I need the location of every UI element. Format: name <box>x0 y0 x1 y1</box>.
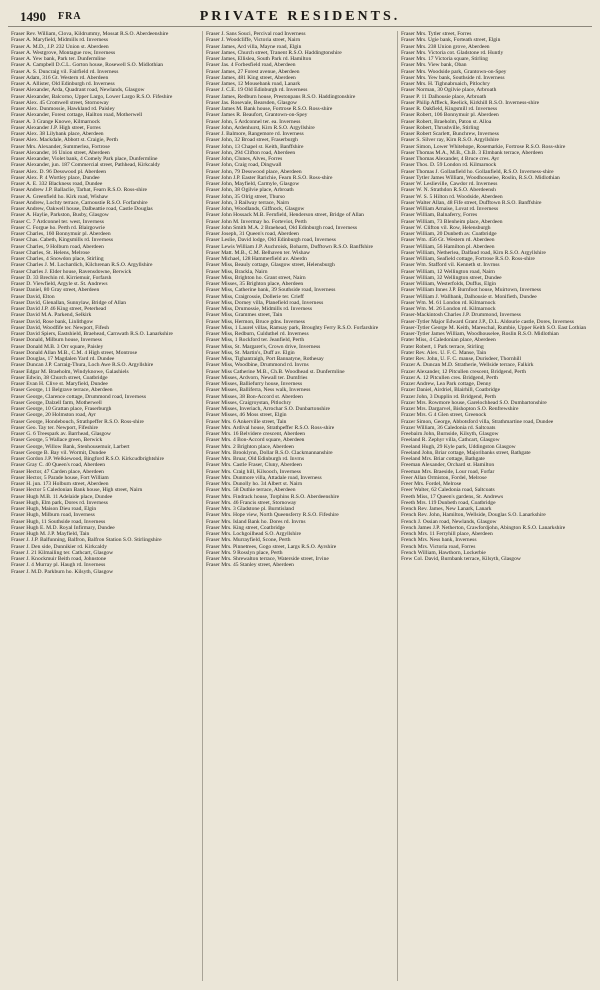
directory-entry: Fraser James, Ard villa, Mayne road, Elgin <box>206 43 302 50</box>
directory-entry: Freer Allan Ormiston, Fordel, Melrose <box>401 474 487 481</box>
directory-entry: Fraser James, Redburn house, Prestonpans R.S.O. Haddingtonshire <box>206 93 356 100</box>
directory-entry: Fraser Mrs. King street, Coatbridge <box>206 524 285 531</box>
directory-entry: Fraser Alex. Dunmossie, Hawkland rd. Paisley <box>11 106 115 112</box>
directory-entry: Fraser Hugh E. M.D. Royal Infirmary, Dundee <box>11 524 115 531</box>
directory-entry: Fraser J. M.D. Parkburn ho. Kilsyth, Glasgow <box>11 568 114 575</box>
directory-entry: Fraser David, Woodfife ter. Newport, Fifesh <box>11 324 110 331</box>
directory-entry: Fraser Edwin, 38 Church street, Coatbridge <box>11 374 108 381</box>
directory-entry: Fraser J. Woodcliffe, Victoria street, Nairn <box>206 37 301 44</box>
directory-entry: Fraser Hugh M. J.P. Mayfield, Tain <box>11 531 90 537</box>
directory-entry: Fraser William Arnaise, Lovat rd. Inverness <box>401 206 499 212</box>
directory-entry: Fraser Gray C. 40 Queen's road, Aberdeen <box>11 462 106 469</box>
directory-entry: Fraser J. Knockmuir Beith road, Johnstone <box>11 556 107 562</box>
directory-entry: Freebairn John, Burnside, Kilsyth, Glasgow <box>401 431 499 437</box>
directory-entry: Frazer Mrs. Rowmore house, Garelochhead S.O. Dumbartonshire <box>401 399 547 406</box>
directory-entry: Fraser John, Woodlands, Giffnock, Glasgow <box>206 206 305 212</box>
directory-entry: Fraser Mrs. 238 Union grove, Aberdeen <box>401 43 490 50</box>
directory-entry: Fraser George, 5 Wallace green, Berwick <box>11 437 103 444</box>
directory-entry: Fraser Thomas M.A., M.B., Ch.B. 3 Elmbank terrace, Aberdeen <box>401 149 544 156</box>
directory-entry: Fraser Miss, Tighantraigh, Port Bannatyne, Rothesay <box>206 356 324 362</box>
directory-entry: Fraser A. M.D., J.P. 232 Union st. Aberdeen <box>11 43 109 50</box>
directory-entry: Fraser David J.P. 46 King street, Peterhead <box>11 306 107 312</box>
directory-entry: Fraser Wm. Stafford vil. Kenneth st. Invrnss <box>401 262 500 269</box>
directory-entry: Fraser P. 11 Dalhousie place, Arbroath <box>401 93 487 100</box>
directory-entry: Fraser John, 32 Broad street, Fraserburgh <box>206 137 298 144</box>
directory-entry: Fraser William, 12 Wellington road, Nairn <box>401 268 495 275</box>
directory-entry: Fraser A. Campbell D.C.L. Gorton house, Rosewell S.O. Midlothian <box>11 62 164 69</box>
directory-entry: Fraser J. 4 Murray pl. Haugh rd. Inverness <box>11 562 106 569</box>
directory-entry: Fraser J. C.E. 19 Old Edinburgh rd. Inverness <box>206 87 308 94</box>
directory-entry: Fraser Mrs. 46 Francis street, Stornoway <box>206 499 297 506</box>
directory-entry: Fraser Hugh M.B. 11 Adelaide place, Dundee <box>11 493 113 500</box>
directory-entry: Fraser Robert, 106 Bonnymuir pl. Aberdeen <box>401 112 499 119</box>
directory-entry: Fraser J. Sans Souci, Percival road Inverness <box>206 31 306 37</box>
directory-entry: Frazer A. 12 Pitcullen cres. Bridgend, Perth <box>401 374 498 381</box>
directory-entry: Fraser Miss, Craigrossie, Dollerie ter. Crieff <box>206 293 304 300</box>
directory-entry: Fraser David M.A. Parkend, Selkirk <box>11 312 92 319</box>
directory-entry: Fraser John, 35 Olrig street, Thurso <box>206 193 285 200</box>
directory-entry: Fraser J. Balmore, Rangemore rd. Inverness <box>206 131 304 137</box>
directory-entry: Fraser William Innes J.P. Burnfoot house, Muirtown, Inverness <box>401 287 542 294</box>
directory-entry: Fraser Robert Scarlett, Bunchrew, Inverness <box>401 131 499 137</box>
directory-entry: Frazer Mrs. Dargarvel, Bishopton S.O. Renfrewshire <box>401 406 519 412</box>
directory-entry: Fraser John Hossack M.B. Fernfield, Henderson street, Bridge of Allan <box>206 212 364 219</box>
directory-entry: French Mrs. Ness bank, Inverness <box>401 537 477 544</box>
directory-entry: Fraser Miss, St. Martin's, Duff av. Elgin <box>206 349 295 356</box>
directory-entry: Freeland Mrs. Briar cottage, Bathgate <box>401 456 485 462</box>
directory-entry: Fraser Rev. William, Clova, Kildrummy, Mossat R.S.O. Aberdeenshire <box>11 31 169 37</box>
directory-entry: Freeth Miss, 17 Queen's gardens, St. Andrews <box>401 493 504 500</box>
directory-entry: Frater Robert, 1 Park terrace, Stirling <box>401 343 484 350</box>
directory-entry: Fraser Hector 5 Caledonian Bank house, High street, Nairn <box>11 487 143 494</box>
directory-entry: Fraser William, 32 Wellington street, Dundee <box>401 274 502 281</box>
directory-entry: Fraser Mrs. Alexander, Summerlea, Fortrose <box>11 143 110 150</box>
directory-entry: Fraser Charles, 160 Bonnymuir pl. Aberdeen <box>11 231 111 237</box>
directory-entry: Fraser A. Haylie, Parkston, Busby, Glasgow <box>11 212 109 219</box>
directory-entry: Fraser Miss, 1 Laurel villas, Ramsay park, Broughty Ferry R.S.O. Forfarshire <box>206 324 379 331</box>
directory-entry: Fraser James M. Bank house, Fortrose R.S.O. Ross-shire <box>206 106 333 112</box>
directory-entry: Fraser Simon, Lower Whitehope, Rosemarkie, Fortrose R.S.O. Ross-shire <box>401 143 566 150</box>
directory-entry: Fraser John, Clunes, Alves, Forres <box>206 156 283 162</box>
directory-entry: Freer Walter, 62 Caledonia road, Saltcoats <box>401 487 495 494</box>
directory-entry: Fraser Alexander J.P. High street, Forres <box>11 124 101 131</box>
directory-entry: Frazer Mrs. G 4 Glen street, Greenock <box>401 412 487 419</box>
directory-entry: Fraser Misses, Craigroystan, Pitlochry <box>206 399 292 406</box>
section-abbreviation: FRA <box>58 11 82 22</box>
directory-entry: Fraser Mrs. Woodside park, Grantown-on-Spey <box>401 68 507 75</box>
directory-entry: Fraser Alexander, Balcorno, Upper Largo, Lower Largo R.S.O. Fifeshire <box>11 93 173 100</box>
directory-entry: Fraser Miss, Hermon, Bruce gdns. Inverness <box>206 318 305 325</box>
directory-entry: Fraser Miss, St. Margaret's, Crown drive, Inverness <box>206 343 321 350</box>
directory-entry: Fraser Mrs. Victoria cot. Gladstone rd. Huntly <box>401 49 504 56</box>
directory-entry: Frazer Alexander, 12 Pitcullen crescent, Bridgend, Perth <box>401 368 527 375</box>
directory-entry: Frazer John, 3 Dupplin rd. Bridgend, Perth <box>401 393 497 400</box>
directory-entry: Fraser G. 6 Treespark av. Barrhead, Glasgow <box>11 431 111 437</box>
directory-entry: Fraser A. 3 Grange Knowe, Kilmarnock <box>11 118 100 125</box>
directory-entry: Fraser Wm. M. 61 London rd. Kilmarnock <box>401 299 496 306</box>
directory-entry: Fraser Mrs. Yew bank, Southside rd. Inverness <box>401 74 505 81</box>
directory-entry: Fraser Alex. Mackdale, Abbott st. Craigie, Perth <box>11 137 118 144</box>
directory-entry: Fraser David, Glenallan, Sunnylaw, Bridge of Allan <box>11 299 127 306</box>
directory-entry: Fraser A. Allister, Old Edinburgh rd. Inverness <box>11 81 115 87</box>
directory-entry: Fraser Lewis William J.P. Auchroisk, Boharm, Dufftown R.S.O. Banffshire <box>206 243 373 250</box>
directory-entry: Fraser Mrs. 45 Stanley street, Aberdeen <box>206 562 294 569</box>
directory-entry: Freeland R. Zephyr villa, Cathcart, Glasgow <box>401 437 500 444</box>
directory-entry: Fraser John Smith M.A. 2 Braehead, Old Edinburgh road, Inverness <box>206 224 358 231</box>
directory-entry: Fraser Thos. D. 59 London rd. Kilmarnock <box>401 162 497 169</box>
directory-entry: Fraser Mrs. Murrayfield, Scone, Perth <box>206 537 291 544</box>
directory-entry: Fraser John, Ardenhurst, Kirn R.S.O. Argyllshire <box>206 124 315 131</box>
directory-entry: Fraser J. 21 Kilmailing ter. Cathcart, Glasgow <box>11 549 114 556</box>
directory-entry: French James J.P. Netherton, Crawfordjohn, Abington R.S.O. Lanarkshire <box>401 524 566 531</box>
directory-entry: Fraser Daniel, 80 Gray street, Aberdeen <box>11 287 100 294</box>
directory-entry: Fraser Misses, 35 Brighton place, Aberdeen <box>206 281 304 287</box>
directory-entry: Frater Miss, 4 Caledonian place, Aberdeen <box>401 337 496 344</box>
directory-entry: Fraser Mrs. Craig hill, Kilsooch, Inverness <box>206 468 301 475</box>
directory-entry: Fraser Mrs. Island Bank ho. Dores rd. Invrns <box>206 518 306 525</box>
directory-entry: Frazer Daniel, Airdriel, Blairhill, Coatbridge <box>401 387 501 394</box>
directory-entry: Fraser George B. Bay vil. Wormit, Dundee <box>11 449 107 456</box>
directory-entry: Fraser Hugh, Maison Dieu road, Elgin <box>11 506 97 512</box>
directory-entry: Fraser William, 56 Hamilton pl. Aberdeen <box>401 243 495 250</box>
directory-entry: Fraser William, Balnaferry, Forres <box>401 212 478 219</box>
directory-entry: Fraser John, Craig road, Dingwall <box>206 162 282 169</box>
directory-entry: French Mrs. 11 Ferryhill place, Aberdeen <box>401 531 493 537</box>
directory-entry: Fraser S. Silver ray, Kirn R.S.O. Argyllshire <box>401 137 499 144</box>
directory-entry: Fraser Wm. 456 Gt. Western rd. Aberdeen <box>401 237 495 244</box>
directory-entry: French Rev. John, Hamilton, Wellside, Douglas S.O. Lanarkshire <box>401 512 546 519</box>
directory-entry: Fraser Mrs. Dunolly ho. 34 Albert st. Nairn <box>206 481 303 487</box>
directory-entry: Fraser Edgar M. Braeholm, Windyknowe, Galashiels <box>11 368 129 375</box>
directory-entry: Fraser C. Forgue ho. Perth rd. Blairgowrie <box>11 224 105 231</box>
directory-entry: Fraser Hugh, Milburn road, Inverness <box>11 512 95 519</box>
directory-column-2 <box>202 31 397 981</box>
directory-entry: Fraser David, Elton <box>11 293 55 300</box>
directory-entry: Fraser Mrs. Ardival house, Strathpeffer R.S.O. Ross-shire <box>206 424 335 431</box>
directory-entry: Fraser Misses, Ardvorn, Newall ter. Dumfries <box>206 374 308 381</box>
directory-entry: Fraser Adam, 316 Gt. Western rd. Aberdeen <box>11 74 109 81</box>
directory-entry: Fraser Mrs. 3 Gladstone pl. Burntisland <box>206 506 294 512</box>
directory-entry: Fraser Alex. P. 4 Wortley place, Dundee <box>11 174 100 181</box>
directory-entry: Fraser Mrs. Dunmore villa, Attadale road, Inverness <box>206 474 322 481</box>
directory-entry: Fraser Andrew J.P. Ballaclie, Tarbat, Fearn R.S.O. Ross-shire <box>11 187 148 194</box>
directory-entry: Fraser Miss, Beauly cottage, Glasgow street, Helensburgh <box>206 262 335 269</box>
directory-entry: Fraser David, Rose bank, Linlithgow <box>11 318 94 325</box>
directory-entry: Fraser Douglas, 17 Magdalen Yard rd. Dundee <box>11 356 115 362</box>
directory-entry: Freer Mrs. Fordel, Melrose <box>401 481 462 487</box>
directory-entry: Fraser William, 20 Dunbeth av. Coatbridge <box>401 231 497 237</box>
directory-entry: Fraser Miss, Woodbine, Drummond rd. Invrns <box>206 362 309 369</box>
directory-entry: Fraser Leslie, David lodge, Old Edinburgh road, Inverness <box>206 237 336 244</box>
directory-entry: Fraser Mrs. Tytler street, Forres <box>401 31 472 37</box>
directory-entry: Fraser Philip Affleck, Reelick, Kirkhill R.S.O. Inverness-shire <box>401 99 540 106</box>
directory-entry: Fraser Donald, Milburn house, Inverness <box>11 337 102 344</box>
directory-entry: Fraser D. 33 Brechin rd. Kirriemuir, Forfarsh <box>11 274 112 281</box>
directory-columns <box>8 31 592 981</box>
directory-entry: Fraser-Tytler Major Edward Grant J.P., D.L. Aldourie castle, Dores, Inverness <box>401 318 574 325</box>
directory-entry: Fraser J. Den side, Dunnikier rd. Kirkcaldy <box>11 543 107 550</box>
directory-entry: Fraser Gordon J.P. Welkiewood, Bingford R.S.O. Kirkcudbrightshire <box>11 456 164 462</box>
directory-entry: Fraser J. J.P. Balfunning, Balfron, Balfron Station S.O. Stirlingshire <box>11 537 162 544</box>
directory-entry: Fraser Walter Allan, 48 Fife street, Dufftown R.S.O. Banffshire <box>401 199 542 206</box>
directory-entry: Fraser James, 12 Mousebank road, Lanark <box>206 81 301 87</box>
directory-entry: Fraser Misses, Inveriach, Arrochar S.O. Dunbartonshire <box>206 406 331 412</box>
directory-entry: Fraser-Mackintosh Charles J.P. Drummond, Inverness <box>401 312 521 319</box>
directory-entry: Fraser A. Greenfield ho. Kirk road, Wishaw <box>11 193 109 200</box>
directory-entry: Fraser Alexander, jun. 187 Commercial street, Pathhead, Kirkcaldy <box>11 162 161 169</box>
directory-entry: Fraser W. N. Strathdon R.S.O. Aberdeensh <box>401 187 496 194</box>
directory-entry: Fraser Mrs. Ugie bank, Forteath street, Elgin <box>401 37 501 44</box>
directory-entry: Fraser-Tytler George M. Keith, Mareschal, Rumbie, Upper Keith S.O. East Lothian <box>401 324 587 331</box>
directory-entry: Freeman Alexander, Orchard st. Hamilton <box>401 462 495 469</box>
directory-entry: Fraser John, 5 Ardconnel ter. ea. Inverness <box>206 118 301 125</box>
directory-entry: Fraser James, Church street, Tranent R.S.O. Haddingtonshire <box>206 49 342 56</box>
directory-entry: Fraser Charles, St. Helens, Melrose <box>11 249 90 256</box>
directory-column-1 <box>8 31 202 981</box>
directory-entry: Fraser George, Hondebouch, Strathpeffer R.S.O. Ross-shire <box>11 418 144 425</box>
directory-column-3 <box>397 31 592 981</box>
directory-entry: Fraser Misses, 46 Moss street, Elgin <box>206 412 287 419</box>
directory-entry: Fraser Alexander, Arda, Quadrant road, Newlands, Glasgow <box>11 87 145 94</box>
directory-entry: Fraser Miss, Catherine bank, 39 Southside road, Inverness <box>206 287 336 294</box>
directory-entry: Fraser A. S. Duncraig vil. Fairfield rd. Inverness <box>11 68 119 75</box>
directory-entry: Fraser Hector, 5 Parade house, Fort William <box>11 474 109 481</box>
directory-entry: Fraser Michael, 128 Hammerfield av. Aberdn <box>206 256 307 262</box>
directory-entry: Fraser James, Ellislea, South Park rd. Hamilton <box>206 56 312 62</box>
directory-entry: Fraser Alexander, Violet bank, 4 Comely Park place, Dunfermline <box>11 156 158 162</box>
directory-entry: Frater Rev. John, U. F. C. manse, Durisdeer, Thornhill <box>401 356 522 362</box>
directory-entry: Fraser Donald Allan M.B., C.M. 4 High street, Montrose <box>11 349 138 356</box>
directory-entry: Fraser R. Oakfield, Kingsmill rd. Inverness <box>401 106 498 112</box>
directory-entry: Fraser George, 11 Belgrave terrace, Aberdeen <box>11 387 113 394</box>
directory-entry: Fraser Miss, Brighton ho. Grant street, Nairn <box>206 274 306 281</box>
directory-entry: Fraser Misses, 38 Bon-Accord st. Aberdeen <box>206 393 303 400</box>
directory-entry: Fraser Mrs. 9 Rosslyn place, Perth <box>206 549 283 556</box>
page-title: PRIVATE RESIDENTS. <box>199 9 401 24</box>
page-header <box>8 8 592 27</box>
directory-entry: Fraser A. Maryfield, Midmills rd. Inverness <box>11 37 109 44</box>
directory-entry: Frazer A. Duncan M.D. Stratherie, Wellside terrace, Falkirk <box>401 362 534 369</box>
directory-entry: Fraser Jas. 4 Forbesfield road, Aberdeen <box>206 62 296 69</box>
directory-entry: Fraser William J. Wallbank, Dalhousie st. Monifieth, Dundee <box>401 293 537 300</box>
directory-entry: Fraser James, 481 King street, Aberdeen <box>206 74 296 81</box>
directory-entry: Fraser John, 294 Clifton road, Aberdeen <box>206 149 296 156</box>
directory-entry: Fraser W. S. 5 Hilton rd. Woodside, Aberdeen <box>401 193 503 200</box>
directory-entry: Fraser William, 73 Blenheim place, Aberdeen <box>401 218 503 225</box>
directory-entry: Fraser Geo. Tay ter. Newport, Fifeshire <box>11 424 99 431</box>
directory-entry: French Mrs. Victoria road, Forres <box>401 543 476 550</box>
directory-entry: Fraser Mrs. 16 Belvidere crescent, Aberdeen <box>206 431 306 437</box>
directory-entry: Fraser Thomas J. Gollanfield ho. Gollanfield, R.S.O. Inverness-shire <box>401 168 554 175</box>
directory-entry: Fraser Misses, Balliefurry house, Inverness <box>206 381 303 387</box>
directory-entry: Fraser-Tytler James William, Woodhouselee, Roslin R.S.O. Midlothian <box>401 331 559 337</box>
directory-entry: Fraser Hector, 47 Carden place, Aberdeen <box>11 468 104 475</box>
directory-entry: Fraser A. Westgrove, Montague row, Inverness <box>11 49 116 56</box>
directory-entry: Fraser Mrs. 6 Ankerville street, Tain <box>206 418 287 425</box>
directory-entry: Fraser Miss, Grammes street, Tain <box>206 312 283 319</box>
directory-entry: Fraser John J.P. Easter Rarichie, Fearn R.S.O. Ross-shire <box>206 174 333 181</box>
directory-entry: Fraser George, 20 Holmston road, Ayr <box>11 412 96 419</box>
directory-entry: Fraser George, 10 Grattan place, Fraserburgh <box>11 406 112 412</box>
directory-entry: Fraser H. jun. 173 Holburn street, Aberdeen <box>11 481 109 487</box>
directory-entry: Fraser Donald M.B. 3 Orr square, Paisley <box>11 343 104 350</box>
directory-entry: Fraser Charles, 9 Holburn road, Aberdeen <box>11 243 104 250</box>
directory-entry: Fraser Robert, Braeholm, Paton st. Alloa <box>401 118 492 125</box>
directory-entry: Fraser Wm. M. 26 London rd. Kilmarnock <box>401 306 496 312</box>
directory-entry: Fraser Mrs. Castle Fraser, Cluny, Aberdeen <box>206 462 302 469</box>
directory-entry: Fraser Matt. M.B., C.M. Belhaven ter. Wishaw <box>206 249 310 256</box>
directory-entry: Fraser Thomas Alexander, 4 Bruce cres. Ayr <box>401 156 500 162</box>
directory-entry: Fraser Robert, Thrushville, Stirling <box>401 124 480 131</box>
directory-entry: Fraser Mrs. Pinnetrees, Gogo street, Largs R.S.O. Ayrshire <box>206 543 337 550</box>
directory-entry: French Rev. James, New Lanark, Lanark <box>401 506 492 512</box>
directory-entry: Freeland John, Briar cottage, Majoribanks street, Bathgate <box>401 449 531 456</box>
directory-entry: Fraser Alexander, 16 Union street, Aberdeen <box>11 149 110 156</box>
directory-entry: Fraser William, Seafield cottage, Fortrose R.S.O. Ross-shire <box>401 256 535 262</box>
directory-entry: Fraser D. Viewfield, Argyle st. St. Andrews <box>11 281 108 287</box>
directory-entry: Fraser Mrs. Bruar, Old Edinburgh rd. Invrns <box>206 456 305 462</box>
directory-entry: Fraser Hugh, Elm park, Dores rd. Inverness <box>11 499 108 506</box>
directory-entry: Fraser Charles J. M. Lochardich, Kilchrenan R.S.O. Argyllshire <box>11 262 153 269</box>
directory-entry: Fraser Charles, 4 Snowdon place, Stirling <box>11 256 104 262</box>
directory-entry: Fraser A. Yew bank, Park ter. Dunfermline <box>11 56 106 62</box>
directory-entry: Fraser John, 79 Desswood place, Aberdeen <box>206 168 302 175</box>
directory-entry: Fraser A. E. 332 Blackness road, Dundee <box>11 181 103 187</box>
page-number: 1490 <box>20 9 46 24</box>
directory-entry: Fraser Tytler James William, Woodhouselee, Roslin, R.S.O. Midlothian <box>401 174 560 181</box>
directory-entry: French William, Hawthorn, Lockerbie <box>401 549 486 556</box>
directory-entry: Fraser Chas. Cabeth, Kingsmills rd. Inverness <box>11 237 113 244</box>
directory-entry: Frazer William, 36 Caledonia rd. Saltcoats <box>401 424 496 431</box>
directory-entry: Fraser Mrs. H. Tighnabruaich, Pitlochry <box>401 81 490 87</box>
directory-entry: Freeland Hugh, 29 Kyle park, Uddingston Glasgow <box>401 443 516 450</box>
directory-entry: Frazer Andrew, Lea Park cottage, Denny <box>401 381 492 387</box>
directory-entry: Fraser Joseph, 31 Queen's road, Aberdeen <box>206 231 299 237</box>
directory-entry: French J. Ossian road, Newlands, Glasgow <box>401 518 497 525</box>
directory-entry: Fraser William, Westerfolds, Duffus, Elgin <box>401 281 497 287</box>
directory-entry: Fraser George, Dalzell farm, Motherwell <box>11 399 102 406</box>
directory-entry: Fraser Alex. D. 96 Desswood pl. Aberdeen <box>11 168 107 175</box>
directory-entry: Fraser Misses, Balliferra, Ness walk, Inverness <box>206 387 311 394</box>
directory-entry: Fraser John, 3 Railway terrace, Nairn <box>206 199 290 206</box>
directory-entry: Frazer Simon, George, Abbotsford villa, Strathmartine road, Dundee <box>401 418 554 425</box>
directory-entry: Fraser Alex. 45 Cromwell street, Stornoway <box>11 99 109 106</box>
directory-entry: Fraser Miss Catherine M.B., Ch.B. Woodhead st. Dunfermline <box>206 368 345 375</box>
directory-entry: Fraser Miss, Dorney villa, Planefield road, Inverness <box>206 299 324 306</box>
directory-entry: Fraser George, Willow Bank, Stenhousemuir, Larbert <box>11 443 130 450</box>
directory-entry: Freeth Mrs. 119 Dunbeth road, Coatbridge <box>401 499 496 506</box>
directory-entry: Fraser Hugh, 11 Southside road, Inverness <box>11 518 106 525</box>
directory-entry: Frater Rev. Alex. U. F. C. Manse, Tain <box>401 349 487 356</box>
directory-entry: Fraser Miss, 1 Rockford ter. Jeanfield, Perth <box>206 337 305 344</box>
directory-entry: Fraser William, Netherlea, Dalfaud road, Kirn R.S.O. Argyllshire <box>401 249 546 256</box>
directory-entry: Fraser W. Leslieville, Cawdor rd. Inverness <box>401 181 498 187</box>
directory-entry: Fraser Mrs. Lochgoilhead S.O. Argyllshire <box>206 531 301 537</box>
directory-entry: Frew Col. David, Burnbank terrace, Kilsyth, Glasgow <box>401 556 521 562</box>
directory-entry: Fraser Andrew, Lochty terrace, Carnoustie R.S.O. Forfarshire <box>11 199 148 206</box>
directory-entry: Fraser Mrs. 2 Brighton place, Aberdeen <box>206 443 294 450</box>
directory-entry: Fraser Miss, Brackla, Nairn <box>206 268 268 275</box>
directory-entry: Fraser Mrs. 17 Victoria square, Stirling <box>401 56 488 62</box>
directory-entry: Fraser Mrs. View bank, Oban <box>401 62 467 69</box>
directory-entry: Fraser James, 27 Forest avenue, Aberdeen <box>206 68 300 75</box>
directory-entry: Fraser Andrew, Oakwell house, Dalbeattie road, Castle Douglas <box>11 206 153 212</box>
directory-entry: Fraser Mrs. Findrack house, Torphins R.S.O. Aberdeenshire <box>206 493 340 500</box>
directory-entry: Fraser Mrs. 4 Bon-Accord square, Aberdeen <box>206 437 305 444</box>
directory-entry: Fraser Jas. Rosevale, Bearsden, Glasgow <box>206 99 298 106</box>
directory-entry: Fraser Evan H. Clive st. Maryfield, Dundee <box>11 381 108 387</box>
directory-entry: Fraser Alexander, Forest cottage, Hailton road, Motherwell <box>11 112 143 119</box>
directory-entry: Fraser Mrs. Brooklynn, Dollar R.S.O. Clackmannanshire <box>206 449 333 456</box>
directory-entry: Fraser Miss, Drumossie, Midmills rd. Inverness <box>206 306 313 312</box>
directory-entry: Fraser Mrs. Shrewalton terrace, Waterside street, Irvine <box>206 556 329 562</box>
directory-entry: Fraser Mrs. Hope view, North Queensferry R.S.O. Fifeshire <box>206 512 339 519</box>
directory-entry: Fraser John M. Invermay ho. Forteviot, Perth <box>206 218 307 225</box>
directory-entry: Fraser Duncan J.P. Carraig-Thura, Loch Awe R.S.O. Argyllshire <box>11 362 154 369</box>
directory-entry: Fraser George, Clarence cottage, Drummond road, Inverness <box>11 393 146 400</box>
directory-entry: Fraser Miss, Redburn, Culduthel rd. Inverness <box>206 331 309 337</box>
directory-entry: Fraser Mrs. 58 Duthie terrace, Aberdeen <box>206 487 296 494</box>
directory-entry: Fraser C. 7 Ardconnel ter. west, Inverness <box>11 218 104 225</box>
directory-entry: Fraser David Spiers, Eastshield, Braehead, Carnwath R.S.O. Lanarkshire <box>11 331 173 337</box>
directory-entry: Fraser John, Mayfield, Carmyle, Glasgow <box>206 181 300 187</box>
directory-entry: Fraser Norman, 30 Ogilvie place, Arbroath <box>401 87 497 94</box>
directory-entry: Freeman Mrs. Braeside, Lour road, Forfar <box>401 468 495 475</box>
directory-entry: Fraser John, 38 Ogilvie place, Arbroath <box>206 187 294 194</box>
directory-entry: Fraser Charles J. Elder house, Ravensdowne, Berwick <box>11 268 132 275</box>
directory-entry: Fraser W. Clifton vil. Row, Helensburgh <box>401 224 491 231</box>
directory-entry: Fraser James R. Beaufort, Grantown-on-Spey <box>206 112 308 119</box>
directory-entry: Fraser John, 13 Chapel st. Keith, Banffshire <box>206 143 304 150</box>
directory-entry: Fraser Alex. 38 Lilybank place, Aberdeen <box>11 131 104 137</box>
